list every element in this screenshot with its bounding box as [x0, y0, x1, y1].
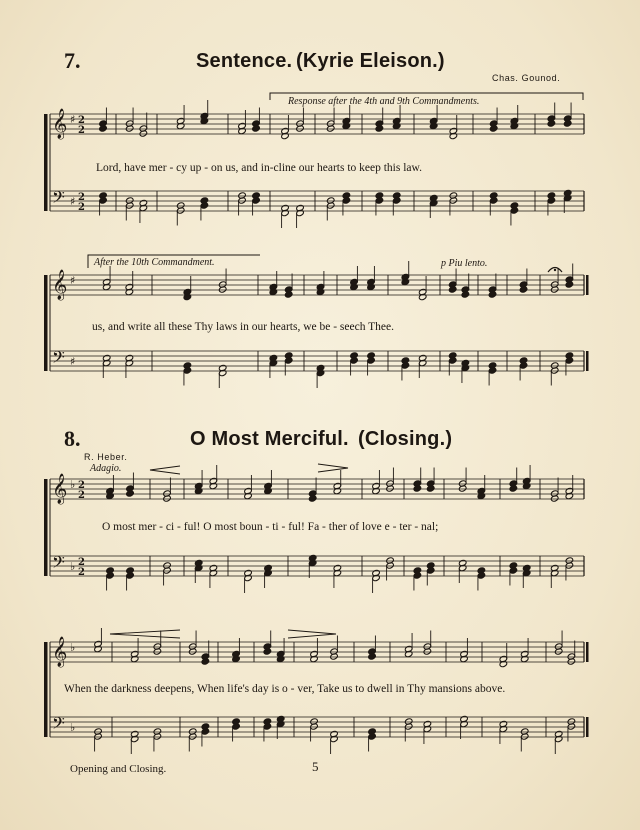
key-signature: ♭: [70, 478, 76, 491]
key-signature: ♭: [70, 641, 76, 654]
tempo-marking: Adagio.: [90, 463, 122, 474]
performance-direction: After the 10th Commandment.: [94, 257, 215, 268]
lyric-line: Lord, have mer - cy up - on us, and in-cline our hearts to keep this law.: [96, 162, 422, 174]
bass-clef: 𝄢: [52, 552, 65, 576]
time-signature: 2: [78, 202, 85, 213]
system-brace: [44, 642, 48, 737]
hymn-title: O Most Merciful.: [190, 428, 349, 450]
author-credit: R. Heber.: [84, 452, 128, 462]
hymn-number: 7.: [64, 48, 81, 73]
bass-clef: 𝄢: [52, 347, 65, 371]
system-brace: [44, 479, 48, 576]
hairpin: [288, 630, 336, 638]
bass-clef: 𝄢: [52, 713, 65, 737]
treble-clef: 𝄞: [52, 109, 68, 139]
hairpin: [318, 464, 348, 472]
performance-direction: Response after the 4th and 9th Commandments.: [288, 96, 480, 107]
final-barline: [586, 351, 589, 371]
page-number: 5: [312, 759, 319, 774]
key-signature: ♭: [70, 560, 76, 573]
tempo-marking: p Piu lento.: [441, 258, 488, 269]
treble-clef: 𝄞: [52, 637, 68, 667]
section-bracket: [270, 93, 583, 100]
hymn-subtitle: (Kyrie Eleison.): [296, 50, 445, 72]
key-signature: ♭: [70, 721, 76, 734]
final-barline: [586, 275, 589, 295]
key-signature: ♯: [70, 355, 76, 368]
final-barline: [586, 642, 589, 662]
composer-credit: Chas. Gounod.: [492, 73, 561, 83]
key-signature: ♯: [70, 274, 76, 287]
lyric-line: us, and write all these Thy laws in our hearts, we be - seech Thee.: [92, 321, 394, 333]
hymn-title: Sentence.: [196, 50, 293, 72]
footer-section-label: Opening and Closing.: [70, 763, 167, 775]
final-barline: [586, 717, 589, 737]
lyric-line: O most mer - ci - ful! O most boun - ti - ful! Fa - ther of love e - ter - nal;: [102, 521, 439, 533]
system-brace: [44, 114, 48, 211]
time-signature: 2: [78, 490, 85, 501]
treble-clef: 𝄞: [52, 474, 68, 504]
fermata: [554, 269, 556, 271]
bass-clef: 𝄢: [52, 187, 65, 211]
time-signature: 2: [78, 567, 85, 578]
hairpin: [150, 466, 180, 474]
time-signature: 2: [78, 115, 85, 126]
section-bracket: [88, 255, 260, 268]
key-signature: ♯: [70, 195, 76, 208]
lyric-line: When the darkness deepens, When life's day is o - ver, Take us to dwell in Thy mansions above.: [64, 683, 506, 695]
treble-clef: 𝄞: [52, 270, 68, 300]
time-signature: 2: [78, 480, 85, 491]
time-signature: 2: [78, 125, 85, 136]
system-brace: [44, 275, 48, 371]
hymn-number: 8.: [64, 426, 81, 451]
hairpin: [110, 630, 180, 638]
time-signature: 2: [78, 192, 85, 203]
time-signature: 2: [78, 557, 85, 568]
hymn-subtitle: (Closing.): [358, 428, 453, 450]
key-signature: ♯: [70, 113, 76, 126]
